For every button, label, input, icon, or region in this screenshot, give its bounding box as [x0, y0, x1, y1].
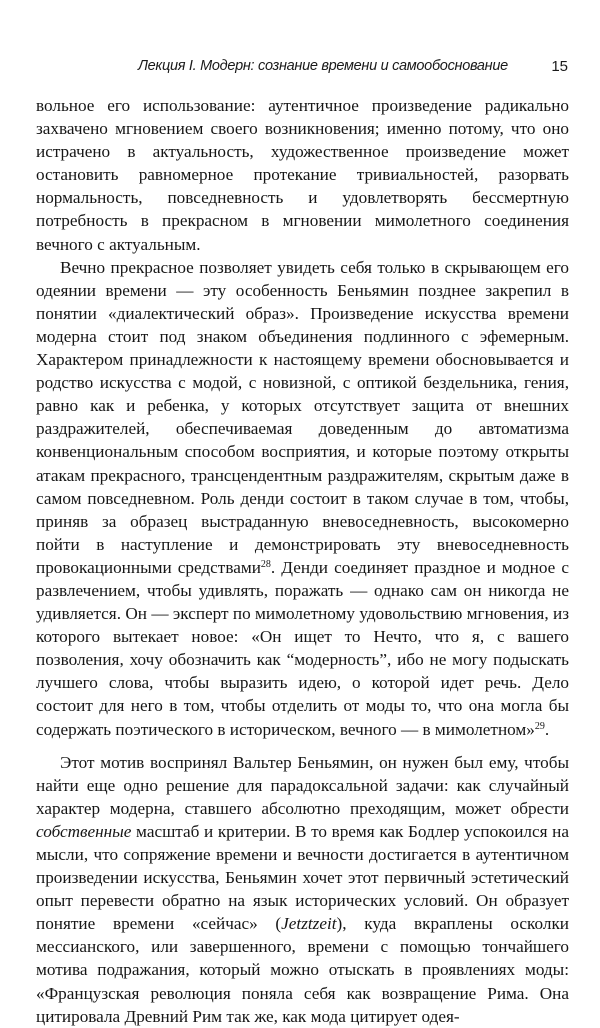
paragraph-3-text-b: масштаб и критерии. В то время как Бодлер успокоился на мысли, что сопряжение времени и вечности достигается в аутентичном произведении искусства, Беньямин хочет этот первичный эстетический опыт перевести обратно на язык исторических условий. Он образует понятие времени «сейчас» (	[36, 821, 569, 934]
paragraph-2-text-c: .	[544, 719, 550, 739]
paragraph-1	[36, 94, 569, 256]
paragraph-2-text-b: . Денди соединяет праздное и модное с развлечением, чтобы удивлять, поражать — однако сам он никогда не удивляется. Он — эксперт по мимолетному удовольствию мгновения, из которого вытекает новое: «Он ищет то Нечто, что я, с вашего позволения, хочу обозначить как “модерность”, ибо не могу подыскать лучшего слова, чтобы выразить идею, о которой идет речь. Дело состоит для него в том, чтобы отделить от моды то, что она могла бы содержать поэтического в историческом, вечного — в мимолетном»	[36, 557, 569, 739]
paragraph-2-text-a: Вечно прекрасное позволяет увидеть себя только в скрывающем его одеянии времени — эту особенность Беньямин позднее закрепил в понятии «диалектический образ». Произведение искусства времени модерна стоит под знаком объединения подлинного с эфемерным. Характером принадлежности к настоящему времени обосновывается и родство искусства с модой, с новизной, с оптикой бездельника, гения, равно как и ребенка, у которых отсутствует защита от внешних раздражителей, обеспечиваемая доведенным до автоматизма конвенциональным способом восприятия, и которые поэтому открыты атакам прекрасного, трансцендентным раздражителям, скрытым даже в самом повседневном. Роль денди состоит в таком случае в том, чтобы, приняв за образец выстраданную вневоседневность, высокомерно пойти в наступление и демонстрировать эту вневоседневность провокационными средствами	[36, 257, 569, 577]
body-text	[36, 94, 569, 1028]
paragraph-3-emphasis-1: собственные	[36, 821, 132, 841]
paragraph-3-text-c: ), куда вкраплены осколки мессианского, или завершенного, времени с помощью тончайшего мотива подражания, который можно отыскать в проявлениях моды: «Французская революция поняла себя как возвращение Рима. Она цитировала Древний Рим так же, как мода цитирует одея-	[36, 914, 569, 1026]
paragraph-3	[36, 751, 569, 1028]
paragraph-3-text-a: Этот мотив воспринял Вальтер Беньямин, он нужен был ему, чтобы найти еще одно решение для парадоксальной задачи: как случайный характер модерна, ставшего абсолютно преходящим, может обрести	[36, 752, 569, 818]
page-number: 15	[551, 58, 568, 75]
running-title: Лекция I. Модерн: сознание времени и самообоснование	[138, 58, 508, 74]
paragraph-2	[36, 256, 569, 741]
paragraph-1-text: вольное его использование: аутентичное произведение радикально захвачено мгновением своего возникновения; именно потому, что оно истрачено в актуальность, художественное произведение может остановить равномерное протекание тривиальностей, разорвать нормальность, повседневность и удовлетворять бессмертную потребность в прекрасном в мгновении мимолетного соединения вечного с актуальным.	[36, 96, 569, 254]
footnote-ref-28: 28	[260, 558, 271, 570]
footnote-ref-29: 29	[534, 720, 545, 732]
paragraph-3-emphasis-2: Jetztzeit	[281, 914, 337, 934]
page-header	[138, 58, 568, 82]
